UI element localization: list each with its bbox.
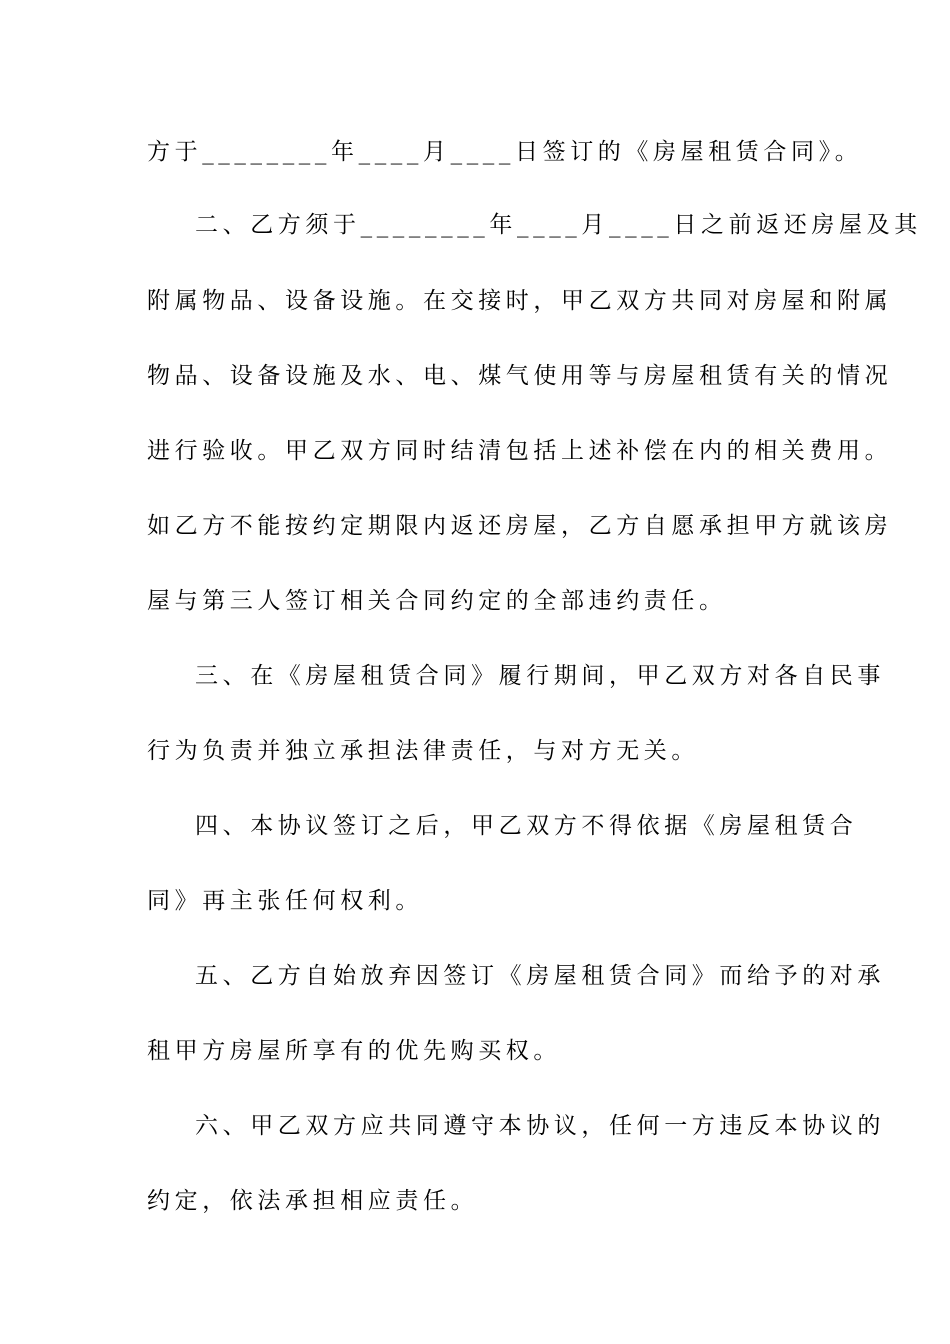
clause-4-line: 四、本协议签订之后，甲乙双方不得依据《房屋租赁合 xyxy=(195,813,858,839)
clause-3-line: 三、在《房屋租赁合同》履行期间，甲乙双方对各自民事 xyxy=(195,663,885,689)
text-line: 进行验收。甲乙双方同时结清包括上述补偿在内的相关费用。 xyxy=(147,438,893,464)
text-line: 同》再主张任何权利。 xyxy=(147,888,423,914)
clause-2-line: 二、乙方须于________年____月____日之前返还房屋及其 xyxy=(195,212,922,238)
text-line: 约定，依法承担相应责任。 xyxy=(147,1188,479,1214)
clause-6-line: 六、甲乙双方应共同遵守本协议，任何一方违反本协议的 xyxy=(195,1113,885,1139)
clause-5-line: 五、乙方自始放弃因签订《房屋租赁合同》而给予的对承 xyxy=(195,963,885,989)
text-line: 附属物品、设备设施。在交接时，甲乙双方共同对房屋和附属 xyxy=(147,288,893,314)
text-line: 如乙方不能按约定期限内返还房屋，乙方自愿承担甲方就该房 xyxy=(147,513,893,539)
text-line: 方于________年____月____日签订的《房屋租赁合同》。 xyxy=(147,139,863,165)
text-line: 物品、设备设施及水、电、煤气使用等与房屋租赁有关的情况 xyxy=(147,363,893,389)
text-line: 租甲方房屋所享有的优先购买权。 xyxy=(147,1038,561,1064)
text-line: 行为负责并独立承担法律责任，与对方无关。 xyxy=(147,738,699,764)
text-line: 屋与第三人签订相关合同约定的全部违约责任。 xyxy=(147,588,727,614)
